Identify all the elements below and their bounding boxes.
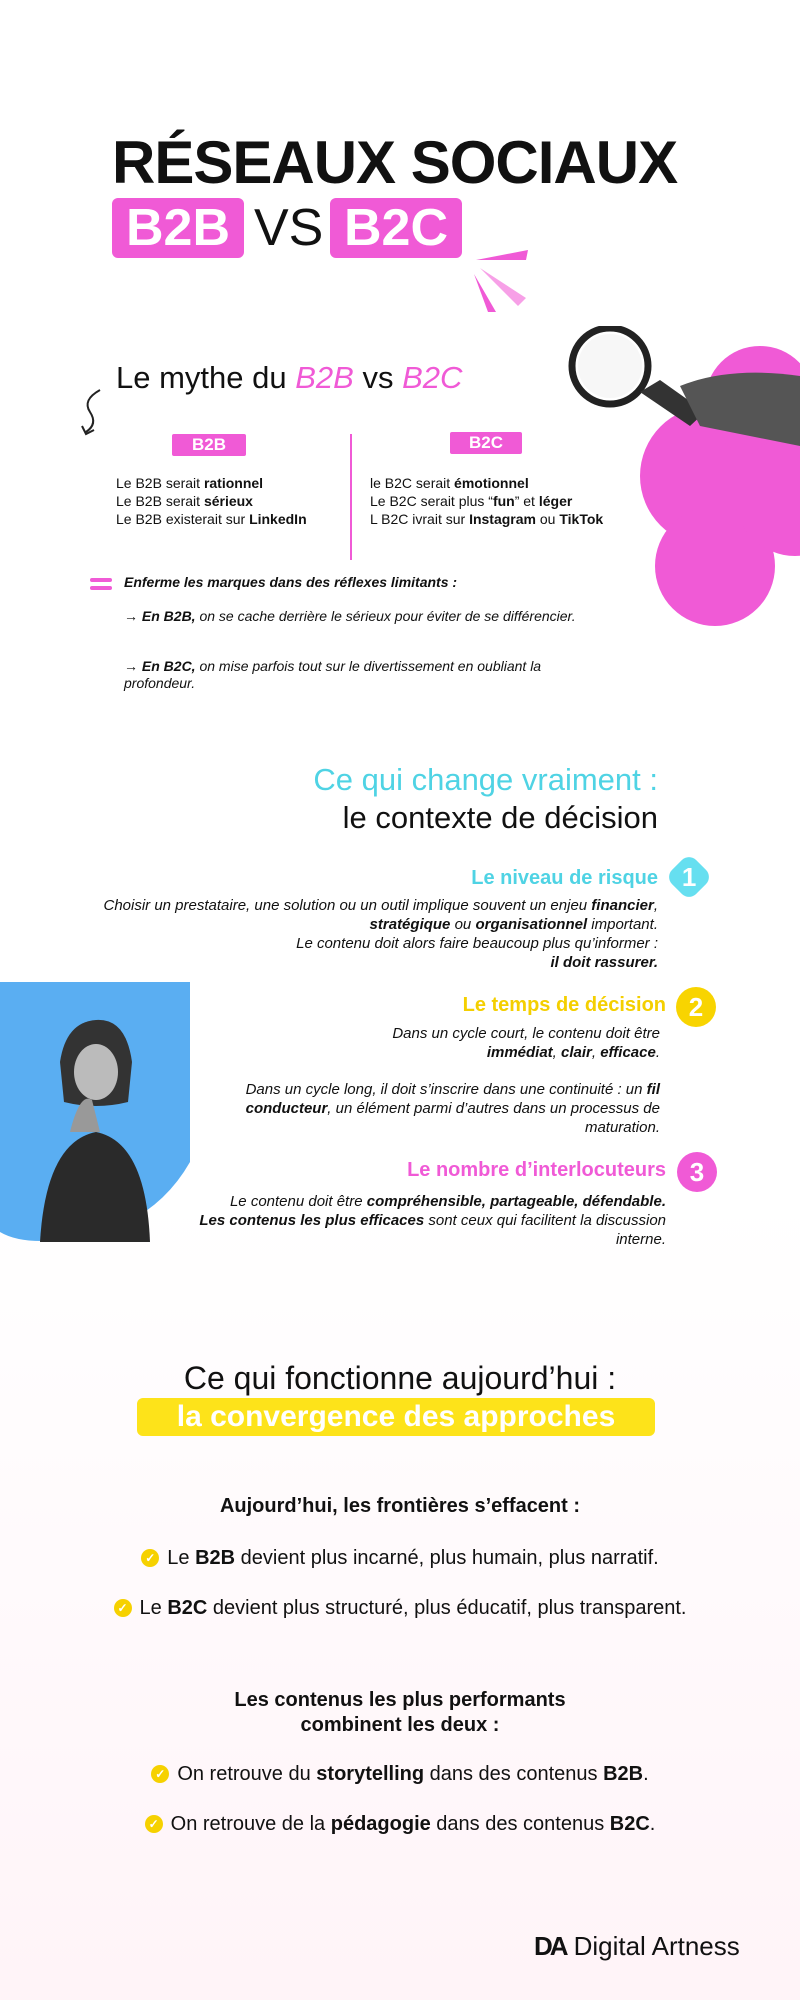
- time-heading: Le temps de décision: [462, 994, 666, 1016]
- check-icon: ✓: [114, 1599, 132, 1617]
- list-item: ✓ On retrouve de la pédagogie dans des contenus B2C.: [0, 1812, 800, 1837]
- list-item: ✓ On retrouve du storytelling dans des contenus B2B.: [0, 1762, 800, 1787]
- list-item: le B2C serait émotionnel: [370, 475, 529, 491]
- time-description-short: Dans un cycle court, le contenu doit être immédiat, clair, efficace.: [392, 1025, 660, 1061]
- risk-heading: Le niveau de risque: [471, 867, 658, 889]
- myth-title: Le mythe du B2B vs B2C: [116, 360, 463, 395]
- hero-b2b-badge: B2B: [112, 198, 244, 258]
- b2b-column-badge: B2B: [172, 434, 246, 456]
- context-title-line-1: Ce qui change vraiment :: [313, 762, 658, 797]
- hero-vs-text: VS: [254, 199, 324, 257]
- list-item: Le B2B existerait sur LinkedIn: [116, 511, 307, 527]
- equals-icon: [90, 578, 112, 594]
- list-item: Le B2C serait plus “fun” et léger: [370, 493, 573, 509]
- check-icon: ✓: [141, 1549, 159, 1567]
- number-badge-1: 1: [665, 853, 713, 901]
- convergence-heading-2: Les contenus les plus performants combinent les deux :: [234, 1689, 566, 1736]
- context-title-line-2: le contexte de décision: [342, 800, 658, 835]
- list-item: ✓ Le B2B devient plus incarné, plus humain, plus narratif.: [0, 1546, 800, 1571]
- list-item: ✓ Le B2C devient plus structuré, plus éducatif, plus transparent.: [0, 1596, 800, 1621]
- hero-b2c-badge: B2C: [330, 198, 462, 258]
- brand-logo: DA Digital Artness: [534, 1931, 740, 1961]
- myth-summary: Enferme les marques dans des réflexes limitants :: [124, 574, 458, 590]
- time-description-long: Dans un cycle long, il doit s’inscrire dans une continuité : un fil conducteur, un élément parmi d’autres dans un processus de maturation.: [245, 1081, 660, 1136]
- convergence-title: Ce qui fonctionne aujourd’hui :: [183, 1360, 617, 1396]
- logo-mark-icon: DA: [534, 1931, 566, 1961]
- b2c-column-badge: B2C: [450, 432, 522, 454]
- convergence-heading-1: Aujourd’hui, les frontières s’effacent :: [219, 1495, 581, 1517]
- sparkle-lines-icon: [466, 250, 536, 312]
- people-heading: Le nombre d’interlocuteurs: [407, 1159, 666, 1181]
- myth-point-b2c: → En B2C, on mise parfois tout sur le divertissement en oubliant la profondeur.: [124, 658, 542, 691]
- number-badge-3: 3: [677, 1152, 717, 1192]
- convergence-highlight: la convergence des approches: [137, 1398, 655, 1436]
- curved-arrow-icon: [80, 386, 114, 438]
- b2b-traits-list: [116, 474, 307, 528]
- myth-point-b2b: → En B2B, on se cache derrière le sérieux pour éviter de se différencier.: [124, 608, 576, 624]
- check-icon: ✓: [145, 1815, 163, 1833]
- hero-title: RÉSEAUX SOCIAUX: [112, 129, 678, 196]
- list-item: L B2C ivrait sur Instagram ou TikTok: [370, 511, 604, 527]
- people-description: Le contenu doit être compréhensible, partageable, défendable. Les contenus les plus efficaces sont ceux qui facilitent la discussion interne.: [199, 1193, 666, 1248]
- check-icon: ✓: [151, 1765, 169, 1783]
- list-item: Le B2B serait sérieux: [116, 493, 253, 509]
- number-badge-2: 2: [676, 987, 716, 1027]
- risk-description: Choisir un prestataire, une solution ou un outil implique souvent un enjeu financier, stratégique ou organisationnel important. Le contenu doit alors faire beaucoup plus qu’informer : il doit rassurer.: [103, 897, 658, 971]
- column-divider: [350, 434, 352, 560]
- b2c-traits-list: [370, 474, 603, 528]
- list-item: Le B2B serait rationnel: [116, 475, 264, 491]
